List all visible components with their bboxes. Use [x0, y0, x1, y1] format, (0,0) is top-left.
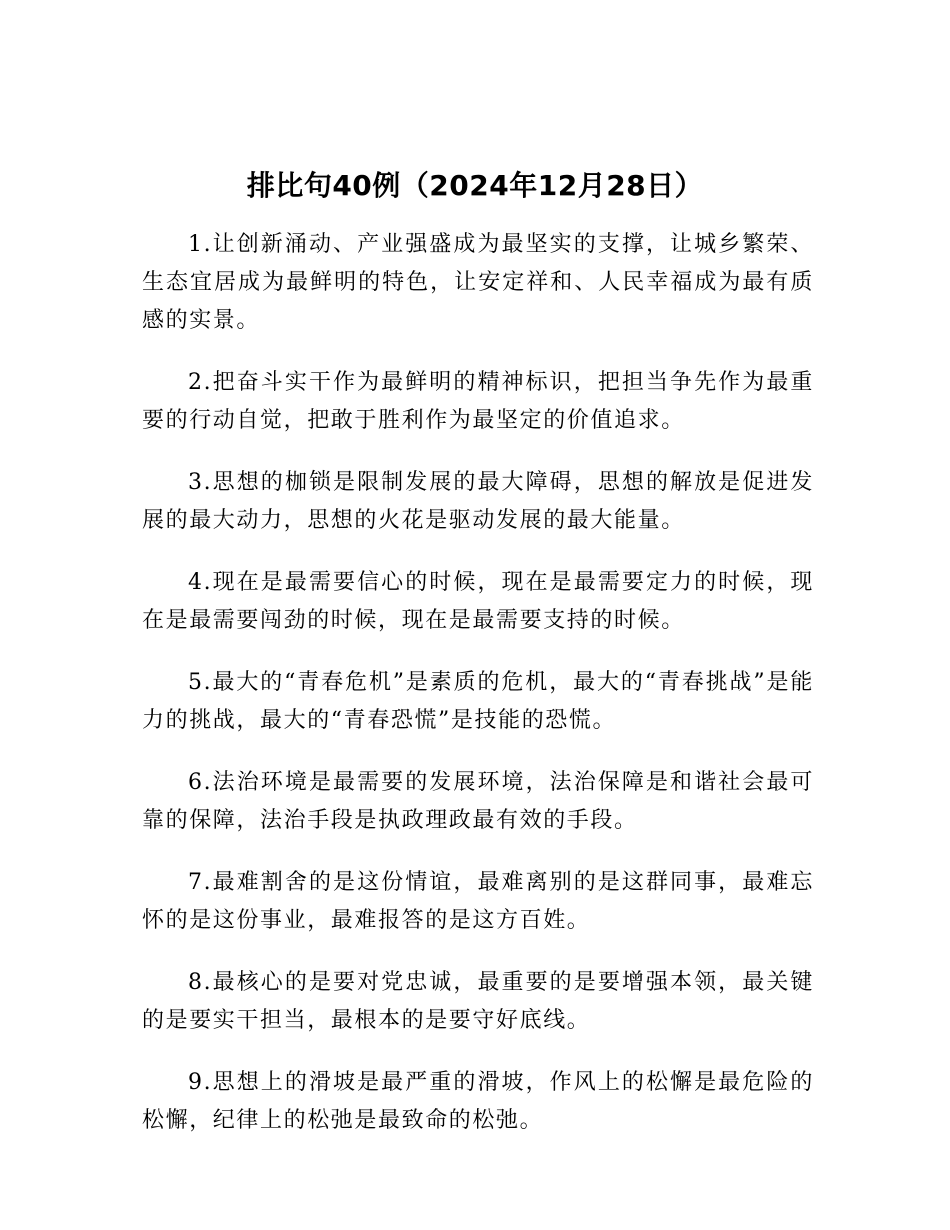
document-body: [142, 226, 814, 1164]
paragraph-8: 8.最核心的是要对党忠诚，最重要的是要增强本领，最关键的是要实干担当，最根本的是要守好底线。: [142, 970, 814, 1033]
paragraph-3: 3.思想的枷锁是限制发展的最大障碍，思想的解放是促进发展的最大动力，思想的火花是驱动发展的最大能量。: [142, 470, 814, 533]
document-title: 排比句40例（2024年12月28日）: [246, 169, 704, 202]
paragraph-1: 1.让创新涌动、产业强盛成为最坚实的支撑，让城乡繁荣、生态宜居成为最鲜明的特色，让安定祥和、人民幸福成为最有质感的实景。: [142, 232, 814, 333]
paragraph-7: 7.最难割舍的是这份情谊，最难离别的是这群同事，最难忘怀的是这份事业，最难报答的是这方百姓。: [142, 870, 814, 933]
paragraph-4: 4.现在是最需要信心的时候，现在是最需要定力的时候，现在是最需要闯劲的时候，现在是最需要支持的时候。: [142, 570, 814, 633]
paragraph-5: 5.最大的“青春危机”是素质的危机，最大的“青春挑战”是能力的挑战，最大的“青春恐慌”是技能的恐慌。: [142, 670, 814, 733]
paragraph-2: 2.把奋斗实干作为最鲜明的精神标识，把担当争先作为最重要的行动自觉，把敢于胜利作为最坚定的价值追求。: [142, 370, 814, 433]
paragraph-6: 6.法治环境是最需要的发展环境，法治保障是和谐社会最可靠的保障，法治手段是执政理政最有效的手段。: [142, 770, 814, 833]
paragraph-9: 9.思想上的滑坡是最严重的滑坡，作风上的松懈是最危险的松懈，纪律上的松弛是最致命的松弛。: [142, 1070, 814, 1133]
